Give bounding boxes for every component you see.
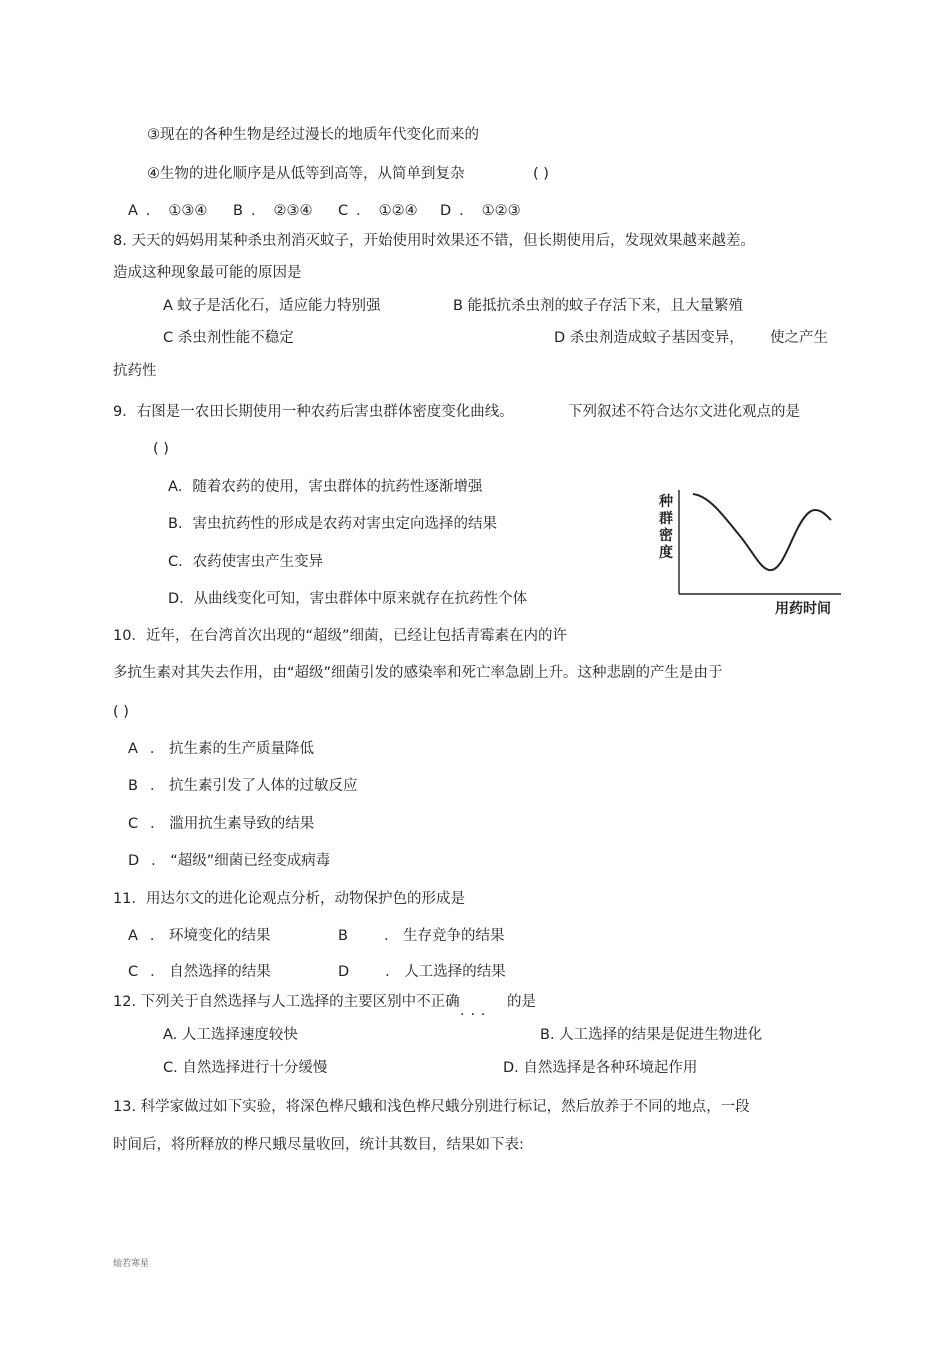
q12-option-b: B. 人工选择的结果是促进生物进化 [540, 1027, 763, 1043]
q8-stem-line1: 8. 天天的妈妈用某种杀虫剂消灭蚊子，开始使用时效果还不错，但长期使用后，发现效果越来越差。 [113, 233, 755, 249]
q8-option-d: D 杀虫剂造成蚊子基因变异， [554, 330, 744, 346]
q8-option-d-cont: 使之产生 [770, 330, 828, 346]
q8-option-c: C 杀虫剂性能不稳定 [163, 330, 294, 346]
q11-option-c: C ． 自然选择的结果 [128, 964, 271, 980]
q7-item4: ④生物的进化顺序是从低等到高等，从简单到复杂 [147, 166, 465, 182]
q12-emphasis-dots: ... [460, 1003, 492, 1019]
q9-option-d: D．从曲线变化可知，害虫群体中原来就存在抗药性个体 [168, 591, 528, 607]
density-curve [693, 494, 831, 570]
figure-y-label-1: 种 [659, 494, 673, 510]
figure-y-label-2: 群 [659, 511, 673, 527]
q8-option-a: A 蚊子是活化石，适应能力特别强 [163, 298, 381, 314]
q10-answer-paren: ( ) [113, 704, 129, 720]
figure-y-label-4: 度 [659, 545, 673, 561]
q11-stem: 11．用达尔文的进化论观点分析，动物保护色的形成是 [113, 891, 465, 907]
page-footer: 灿若寒星 [113, 1259, 150, 1269]
q7-option-a: A ． ①③④ [128, 203, 208, 219]
q10-option-b: B ． 抗生素引发了人体的过敏反应 [128, 778, 358, 794]
q12-option-d: D. 自然选择是各种环境起作用 [503, 1060, 698, 1076]
q12-option-a: A. 人工选择速度较快 [163, 1027, 298, 1043]
q7-option-d: D ． ①②③ [440, 203, 521, 219]
q7-option-b: B ． ②③④ [233, 203, 313, 219]
q8-stem-line2: 造成这种现象最可能的原因是 [113, 265, 302, 281]
q8-option-b: B 能抵抗杀虫剂的蚊子存活下来，且大量繁殖 [453, 298, 744, 314]
q12-option-c: C. 自然选择进行十分缓慢 [163, 1060, 328, 1076]
figure-y-label-3: 密 [659, 528, 673, 544]
q11-option-d: D ． 人工选择的结果 [338, 964, 506, 980]
q12-stem-a: 12. 下列关于自然选择与人工选择的主要区别中不正确 [113, 994, 460, 1010]
q9-answer-paren: ( ) [153, 441, 169, 457]
q11-option-a: A ． 环境变化的结果 [128, 928, 271, 944]
figure-x-label: 用药时间 [775, 601, 831, 617]
q10-stem-line1: 10．近年，在台湾首次出现的“超级”细菌，已经让包括青霉素在内的许 [113, 628, 567, 644]
q9-stem-b: 下列叙述不符合达尔文进化观点的是 [568, 404, 800, 420]
q7-option-c: C ． ①②④ [338, 203, 418, 219]
q11-option-b: B ． 生存竞争的结果 [338, 928, 505, 944]
q12-stem-b: 的是 [507, 994, 536, 1010]
q7-answer-paren: ( ) [533, 166, 549, 182]
q9-option-b: B．害虫抗药性的形成是农药对害虫定向选择的结果 [168, 516, 497, 532]
density-curve-figure [675, 488, 845, 600]
q10-option-c: C ． 滥用抗生素导致的结果 [128, 816, 315, 832]
q13-stem-line1: 13. 科学家做过如下实验，将深色桦尺蛾和浅色桦尺蛾分别进行标记，然后放养于不同的地点，一段 [113, 1099, 750, 1115]
q10-option-a: A ． 抗生素的生产质量降低 [128, 741, 315, 757]
q10-option-d: D ． “超级”细菌已经变成病毒 [128, 853, 331, 869]
q9-option-c: C．农药使害虫产生变异 [168, 554, 324, 570]
q9-option-a: A．随着农药的使用，害虫群体的抗药性逐渐增强 [168, 479, 483, 495]
q10-stem-line2: 多抗生素对其失去作用，由“超级”细菌引发的感染率和死亡率急剧上升。这种悲剧的产生是由于 [113, 665, 723, 681]
q13-stem-line2: 时间后，将所释放的桦尺蛾尽量收回，统计其数目，结果如下表: [113, 1137, 524, 1153]
q8-option-d-wrap: 抗药性 [113, 363, 157, 379]
q7-item3: ③现在的各种生物是经过漫长的地质年代变化而来的 [147, 127, 479, 143]
q9-stem-a: 9．右图是一农田长期使用一种农药后害虫群体密度变化曲线。 [113, 404, 514, 420]
